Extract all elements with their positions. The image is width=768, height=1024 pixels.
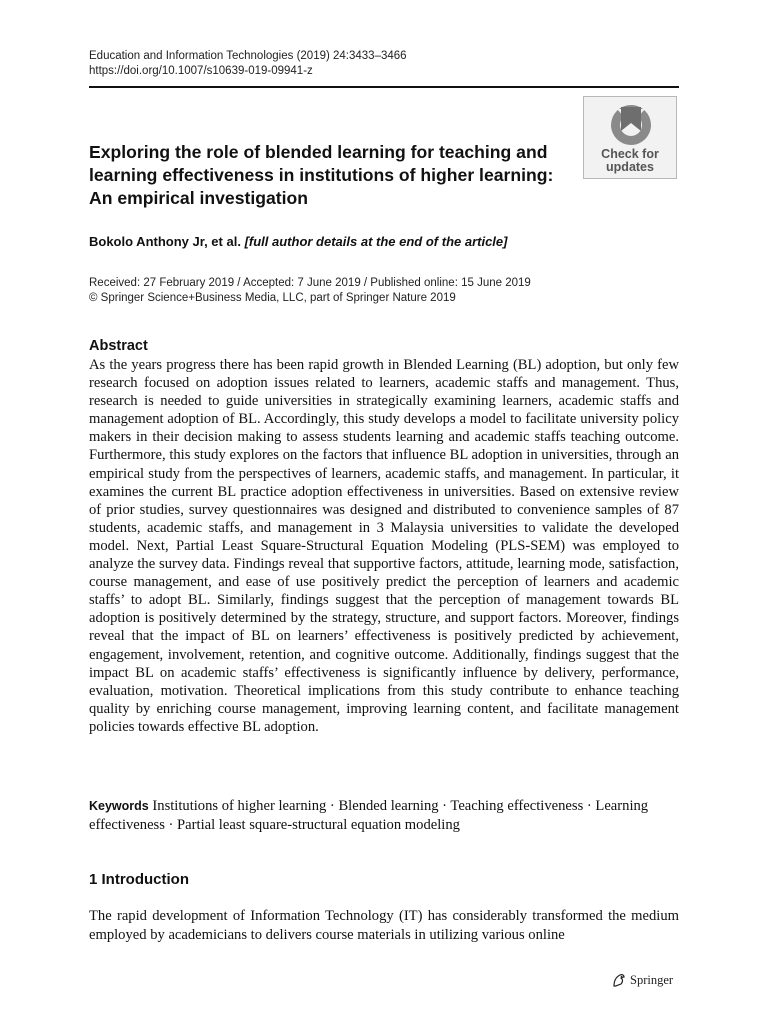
article-history bbox=[89, 276, 689, 306]
copyright-line: © Springer Science+Business Media, LLC, part of Springer Nature 2019 bbox=[89, 292, 456, 304]
section-heading-introduction: 1 Introduction bbox=[89, 871, 189, 888]
article-title: Exploring the role of blended learning for teaching and learning effectiveness in institutions of higher learning: An empirical investigation bbox=[89, 142, 554, 208]
journal-citation: Education and Information Technologies (2019) 24:3433–3466 bbox=[89, 50, 407, 62]
check-for-updates-badge[interactable] bbox=[583, 96, 677, 179]
keywords-label: Keywords bbox=[89, 799, 149, 813]
journal-meta bbox=[89, 49, 407, 79]
publisher-footer bbox=[611, 972, 673, 988]
keywords-list: Institutions of higher learning · Blended learning · Teaching effectiveness · Learning effectiveness · Partial least square-structural equation modeling bbox=[89, 798, 649, 833]
author-line bbox=[89, 234, 507, 249]
publication-dates: Received: 27 February 2019 / Accepted: 7 June 2019 / Published online: 15 June 2019 bbox=[89, 277, 531, 289]
abstract-heading: Abstract bbox=[89, 338, 148, 354]
header-rule bbox=[89, 86, 679, 88]
abstract-text: As the years progress there has been rapid growth in Blended Learning (BL) adoption, but only few research focused on adoption issues related to learners, academic staffs and management. Thus, research is needed to guide universities in strategically examining learners, academic staffs and management adoption of BL. Accordingly, this study develops a model to facilitate university policy makers in their decision making to assess students learning and academic staffs teaching outcome. Furthermore, this study explores on the factors that influence BL adoption in universities, through an empirical study from the perspectives of learners, academic staffs, and management. In particular, it examines the current BL practice adoption effectiveness in universities. Based on extensive review of prior studies, survey questionnaires was designed and distributed to convenience samples of 87 students, academic staffs, and management in 3 Malaysia universities to validate the developed model. Next, Partial Least Square-Structural Equation Modeling (PLS-SEM) was employed to analyze the survey data. Findings reveal that supportive factors, attitude, learning mode, satisfaction, course management, and ease of use positively predict the perception of learners and academic staffs’ to adopt BL. Similarly, findings suggest that the perception of management towards BL adoption is positively determined by the strategy, structure, and support factors. Moreover, findings reveal that the impact of BL on learners’ effectiveness is positively predicted by achievement, engagement, involvement, retention, and cognitive outcome. Additionally, findings suggest that the impact BL on academic staffs’ effectiveness is significantly influence by delivery, performance, evaluation, motivation. Theoretical implications from this study contribute to enhance teaching quality by enriching course management, improving learning content, and facilitate management policies towards effective BL adoption. bbox=[89, 357, 679, 735]
check-for-updates-label: Check for updates bbox=[601, 147, 659, 174]
author-names: Bokolo Anthony Jr, et al. bbox=[89, 234, 241, 249]
introduction-text: The rapid development of Information Technology (IT) has considerably transformed the medium employed by academicians to delivers course materials in utilizing various online bbox=[89, 908, 679, 943]
keywords-block bbox=[89, 797, 679, 835]
springer-logo-text: Springer bbox=[630, 972, 674, 987]
springer-horse-icon bbox=[611, 972, 627, 988]
author-details-note[interactable]: [full author details at the end of the article] bbox=[244, 234, 508, 249]
check-for-updates-icon bbox=[606, 101, 656, 149]
doi-link[interactable]: https://doi.org/10.1007/s10639-019-09941-z bbox=[89, 65, 313, 77]
